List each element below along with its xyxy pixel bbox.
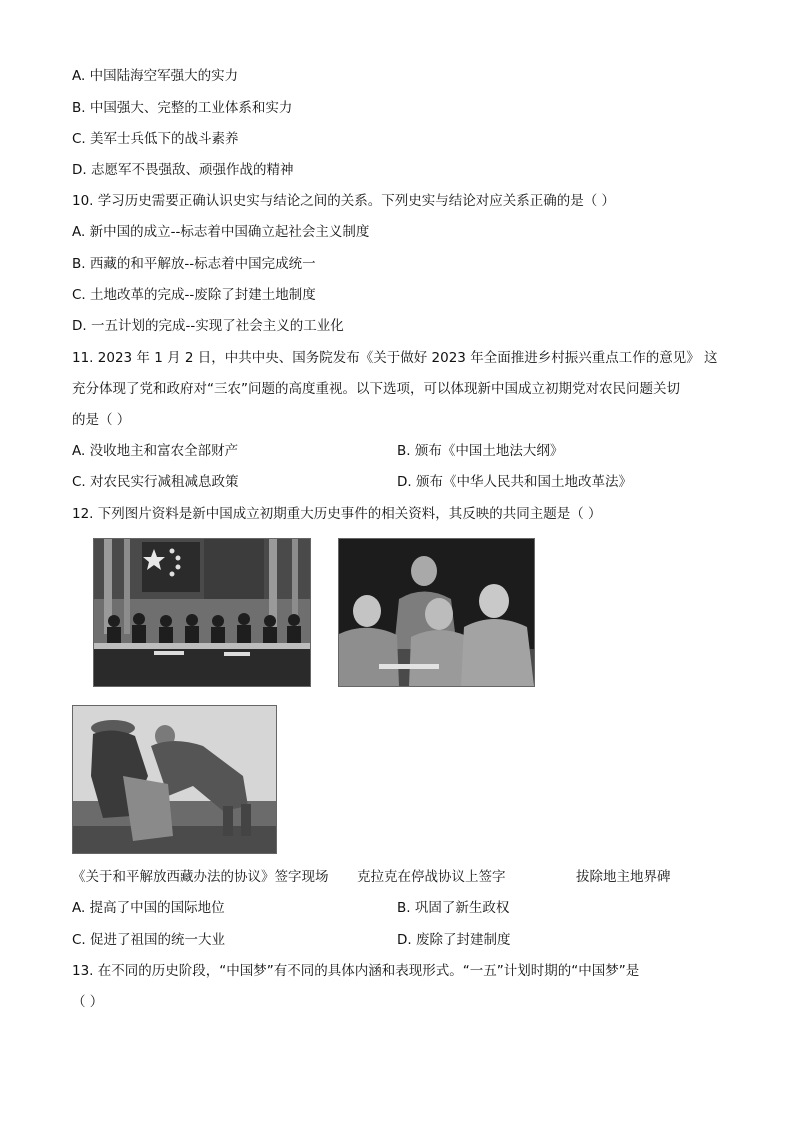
tibet-agreement-photo bbox=[93, 538, 311, 687]
q12-option-a: A. 提高了中国的国际地位 bbox=[72, 900, 225, 916]
q11-stem-line2: 充分体现了党和政府对“三农”问题的高度重视。以下选项，可以体现新中国成立初期党对农民问题关切 bbox=[72, 381, 680, 397]
q12-option-d: D. 废除了封建制度 bbox=[397, 932, 511, 948]
q11-option-a: A. 没收地主和富农全部财产 bbox=[72, 443, 239, 459]
armistice-signing-photo bbox=[338, 538, 535, 687]
photo-caption-armistice: 克拉克在停战协议上签字 bbox=[357, 869, 506, 885]
q9-option-a: A. 中国陆海空军强大的实力 bbox=[72, 68, 239, 84]
q10-option-a: A. 新中国的成立--标志着中国确立起社会主义制度 bbox=[72, 224, 370, 240]
q10-stem: 10. 学习历史需要正确认识史实与结论之间的关系。下列史实与结论对应关系正确的是（ ） bbox=[72, 193, 616, 209]
q11-option-d: D. 颁布《中华人民共和国土地改革法》 bbox=[397, 474, 632, 490]
q10-option-d: D. 一五计划的完成--实现了社会主义的工业化 bbox=[72, 318, 344, 334]
q13-stem-line2: （ ） bbox=[72, 994, 104, 1010]
q11-stem-line1: 11. 2023 年 1 月 2 日，中共中央、国务院发布《关于做好 2023 年全面推进乡村振兴重点工作的意见》 这 bbox=[72, 350, 718, 366]
q12-option-c: C. 促进了祖国的统一大业 bbox=[72, 932, 226, 948]
q9-option-c: C. 美军士兵低下的战斗素养 bbox=[72, 131, 239, 147]
q10-option-b: B. 西藏的和平解放--标志着中国完成统一 bbox=[72, 256, 316, 272]
q13-stem-line1: 13. 在不同的历史阶段，“中国梦”有不同的具体内涵和表现形式。“一五”计划时期的“中国梦”是 bbox=[72, 963, 640, 979]
q9-option-d: D. 志愿军不畏强敌、顽强作战的精神 bbox=[72, 162, 294, 178]
boundary-marker-photo-graphic bbox=[73, 706, 276, 853]
q10-option-c: C. 土地改革的完成--废除了封建土地制度 bbox=[72, 287, 316, 303]
q9-option-b: B. 中国强大、完整的工业体系和实力 bbox=[72, 100, 293, 116]
boundary-marker-photo bbox=[72, 705, 277, 854]
photo-caption-boundary-marker: 拔除地主地界碑 bbox=[576, 869, 671, 885]
q11-stem-line3: 的是（ ） bbox=[72, 412, 131, 428]
armistice-signing-photo-graphic bbox=[339, 539, 534, 686]
tibet-agreement-photo-graphic bbox=[94, 539, 310, 686]
q12-stem: 12. 下列图片资料是新中国成立初期重大历史事件的相关资料，其反映的共同主题是（ ） bbox=[72, 506, 602, 522]
q11-option-b: B. 颁布《中国土地法大纲》 bbox=[397, 443, 564, 459]
photo-caption-tibet-agreement: 《关于和平解放西藏办法的协议》签字现场 bbox=[72, 869, 329, 885]
q11-option-c: C. 对农民实行减租减息政策 bbox=[72, 474, 239, 490]
q12-option-b: B. 巩固了新生政权 bbox=[397, 900, 510, 916]
